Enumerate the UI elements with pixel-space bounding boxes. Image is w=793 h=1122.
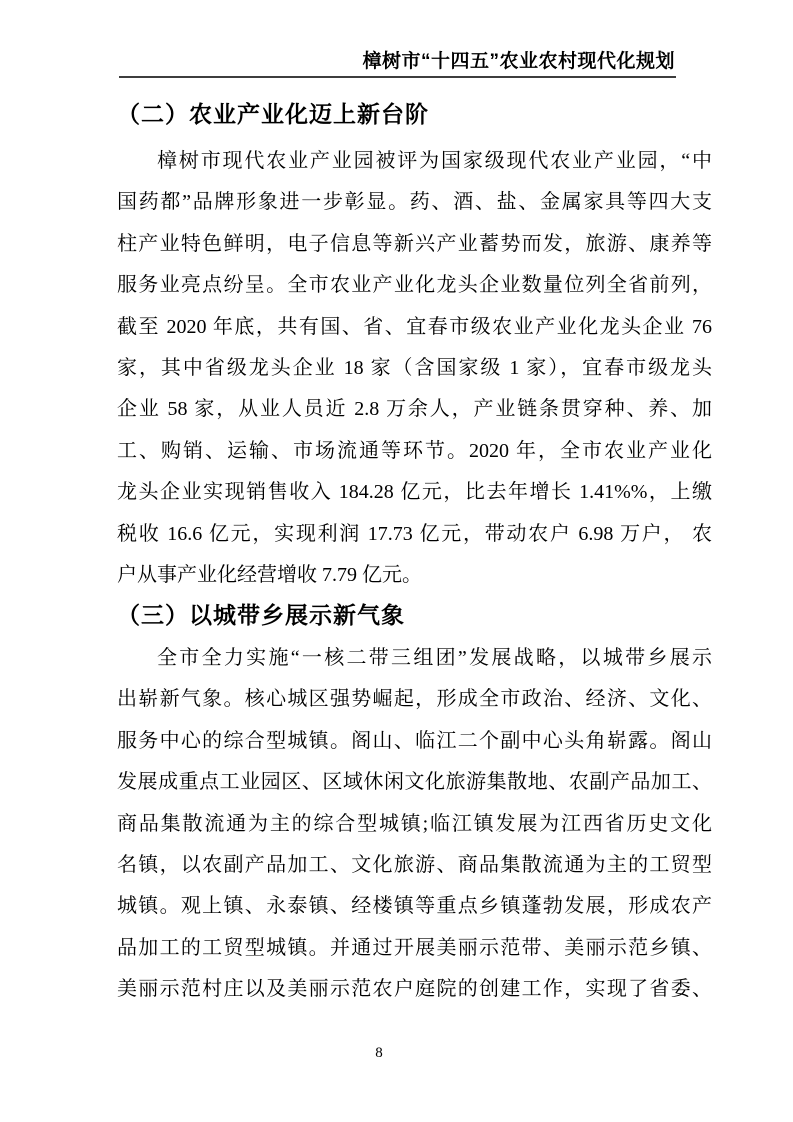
paragraph-urban-rural xyxy=(117,638,712,1011)
page-header-title: 樟树市“十四五”农业农村现代化规划 xyxy=(362,51,675,72)
text-line: 樟树市现代农业产业园被评为国家级现代农业产业园，“中 xyxy=(157,150,712,172)
text-line: 城镇。观上镇、永泰镇、经楼镇等重点乡镇蓬勃发展，形成农产 xyxy=(117,895,712,918)
paragraph-industrialization xyxy=(117,141,712,596)
text-line: 美丽示范村庄以及美丽示范农户庭院的创建工作，实现了省委、 xyxy=(117,978,712,1001)
header-rule xyxy=(119,76,676,78)
text-line: 商品集散流通为主的综合型城镇;临江镇发展为江西省历史文化 xyxy=(117,812,712,835)
text-line: 品加工的工贸型城镇。并通过开展美丽示范带、美丽示范乡镇、 xyxy=(117,936,712,959)
text-line: 国药都”品牌形象进一步彰显。药、酒、盐、金属家具等四大支 xyxy=(117,191,712,214)
text-line: 柱产业特色鲜明，电子信息等新兴产业蓄势而发，旅游、康养等 xyxy=(117,232,712,255)
text-line: 服务业亮点纷呈。全市农业产业化龙头企业数量位列全省前列， xyxy=(117,274,712,297)
text-line: 企业 58 家，从业人员近 2.8 万余人，产业链条贯穿种、养、加 xyxy=(117,398,712,421)
text-line: 工、购销、运输、市场流通等环节。2020 年，全市农业产业化 xyxy=(117,439,712,462)
text-line: 户从事产业化经营增收 7.79 亿元。 xyxy=(117,563,422,586)
section-heading-2: （二）农业产业化迈上新台阶 xyxy=(117,102,429,127)
text-line: 家，其中省级龙头企业 18 家（含国家级 1 家），宜春市级龙头 xyxy=(117,356,712,379)
text-line: 发展成重点工业园区、区域休闲文化旅游集散地、农副产品加工、 xyxy=(117,771,712,794)
text-line: 名镇，以农副产品加工、文化旅游、商品集散流通为主的工贸型 xyxy=(117,853,712,876)
text-line: 全市全力实施“一核二带三组团”发展战略，以城带乡展示 xyxy=(157,647,712,669)
text-line: 截至 2020 年底，共有国、省、宜春市级农业产业化龙头企业 76 xyxy=(117,315,712,338)
text-line: 出崭新气象。核心城区强势崛起，形成全市政治、经济、文化、 xyxy=(117,688,712,711)
text-line: 服务中心的综合型城镇。阁山、临江二个副中心头角崭露。阁山 xyxy=(117,729,712,752)
text-line: 税收 16.6 亿元，实现利润 17.73 亿元，带动农户 6.98 万户， 农 xyxy=(117,522,712,545)
section-heading-3: （三）以城带乡展示新气象 xyxy=(117,603,405,628)
page-number: 8 xyxy=(375,1045,383,1061)
text-line: 龙头企业实现销售收入 184.28 亿元，比去年增长 1.41%%，上缴 xyxy=(117,481,712,504)
